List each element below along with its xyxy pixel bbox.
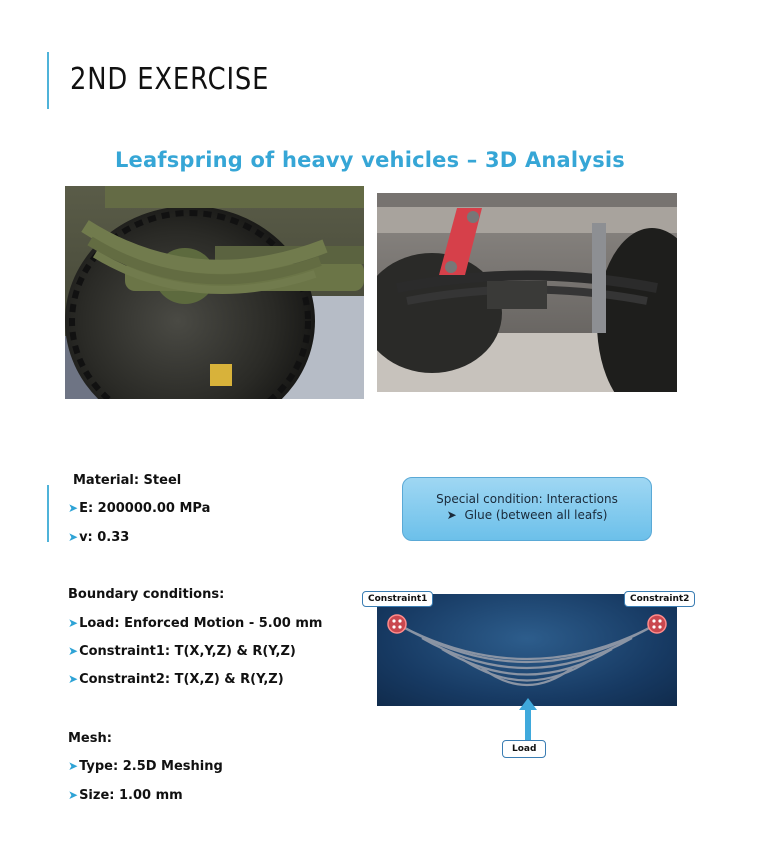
boundary-heading: Boundary conditions: — [68, 587, 225, 602]
arrow-bullet-icon: ➤ — [68, 616, 79, 630]
callout-title: Special condition: Interactions — [436, 492, 618, 506]
shackle-leafspring-photo — [377, 193, 677, 392]
boundary-item-label: Load: Enforced Motion - 5.00 mm — [79, 616, 323, 631]
slide-subtitle: Leafspring of heavy vehicles – 3D Analysis — [114, 148, 626, 172]
mesh-item-type — [68, 759, 223, 774]
constraint2-marker — [648, 615, 666, 633]
mesh-heading: Mesh: — [68, 731, 112, 746]
slide-title: 2ND EXERCISE — [70, 62, 270, 97]
mesh-item-label: Type: 2.5D Meshing — [79, 759, 223, 774]
constraint2-label: Constraint2 — [624, 591, 695, 607]
leafspring-fea-model — [377, 594, 677, 706]
constraint1-marker — [388, 615, 406, 633]
arrow-bullet-icon: ➤ — [68, 501, 79, 515]
mesh-item-label: Size: 1.00 mm — [79, 788, 183, 803]
load-arrow-icon — [519, 698, 537, 740]
arrow-bullet-icon: ➤ — [68, 788, 79, 802]
material-heading: Material: Steel — [73, 473, 182, 488]
boundary-item-constraint1 — [68, 644, 296, 659]
boundary-item-constraint2 — [68, 672, 284, 687]
special-condition-callout — [402, 477, 652, 541]
callout-item — [403, 508, 651, 522]
material-item-label: v: 0.33 — [79, 530, 130, 545]
arrow-bullet-icon: ➤ — [446, 508, 457, 522]
material-item-elastic-modulus — [68, 501, 210, 516]
material-item-label: E: 200000.00 MPa — [79, 501, 211, 516]
title-accent-bar — [47, 52, 49, 109]
mesh-item-size — [68, 788, 183, 803]
constraint1-label: Constraint1 — [362, 591, 433, 607]
arrow-bullet-icon: ➤ — [68, 644, 79, 658]
boundary-item-label: Constraint2: T(X,Z) & R(Y,Z) — [79, 672, 284, 687]
arrow-bullet-icon: ➤ — [68, 672, 79, 686]
load-label: Load — [502, 740, 546, 758]
callout-item-label: Glue (between all leafs) — [464, 508, 608, 522]
truck-leafspring-photo — [65, 186, 364, 399]
boundary-item-load — [68, 616, 322, 631]
boundary-item-label: Constraint1: T(X,Y,Z) & R(Y,Z) — [79, 644, 296, 659]
arrow-bullet-icon: ➤ — [68, 530, 79, 544]
arrow-bullet-icon: ➤ — [68, 759, 79, 773]
material-item-poisson — [68, 530, 129, 545]
section-accent-bar — [47, 485, 49, 542]
